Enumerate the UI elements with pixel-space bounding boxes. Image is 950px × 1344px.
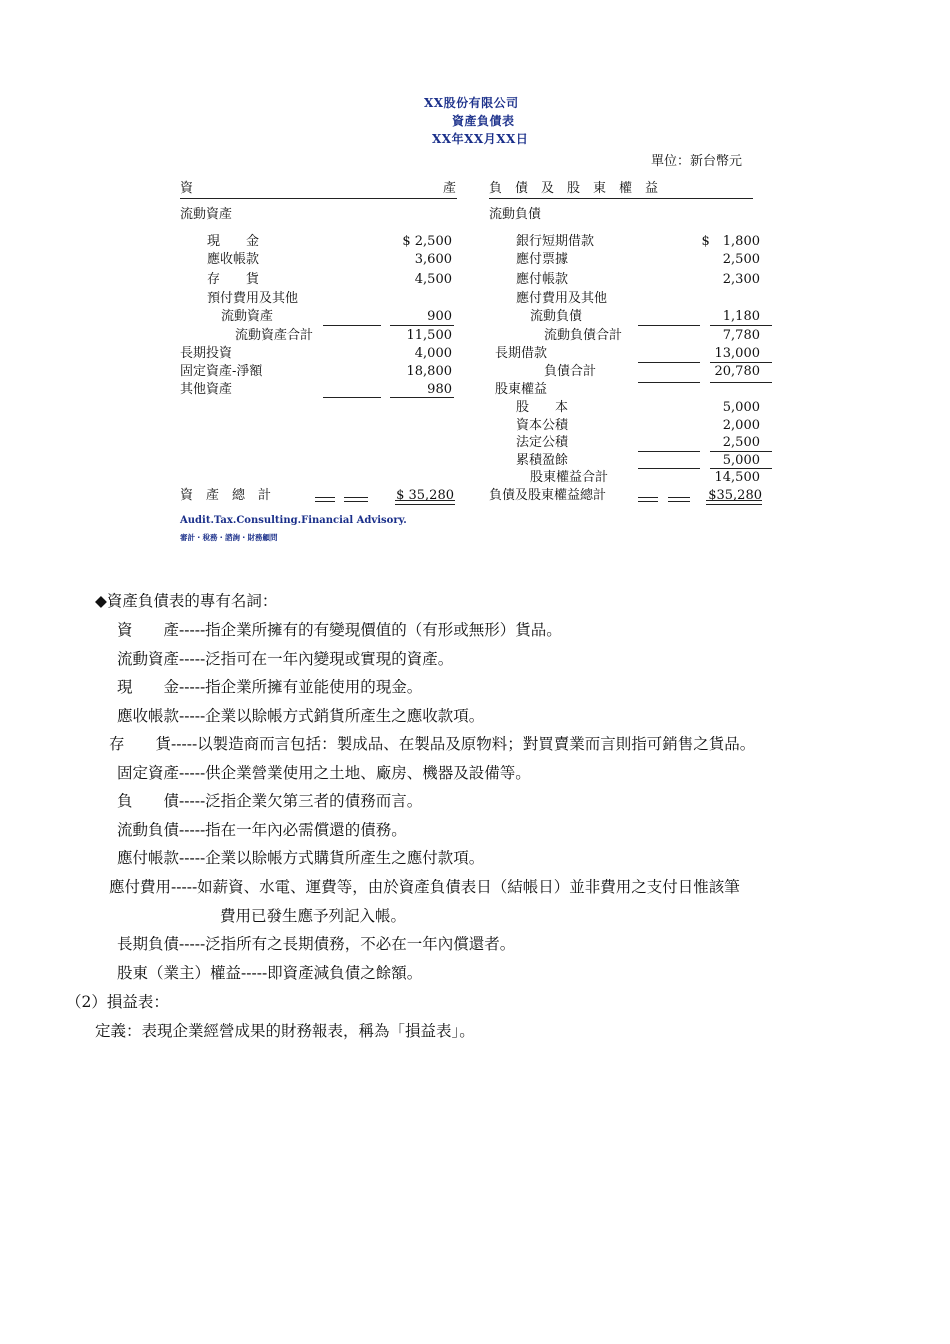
underline xyxy=(710,325,772,326)
asset-value: 4,000 xyxy=(414,346,452,361)
liability-label: 應付帳款 xyxy=(516,272,569,287)
asset-value: 18,800 xyxy=(406,364,452,379)
liability-value: 2,500 xyxy=(722,435,760,450)
asset-value: $ 2,500 xyxy=(402,234,452,249)
liability-label: 股東權益合計 xyxy=(530,470,609,485)
total-liabilities-equity-value: $35,280 xyxy=(708,488,762,503)
unit-label: 單位：新台幣元 xyxy=(651,154,743,169)
term-item: 現 金-----指企業所擁有並能使用的現金。 xyxy=(117,678,423,696)
liabilities-header: 負 債 及 股 東 權 益 xyxy=(489,181,659,196)
term-item: 應收帳款-----企業以賒帳方式銷貨所產生之應收款項。 xyxy=(117,707,485,725)
liability-value: 2,500 xyxy=(722,252,760,267)
double-underline xyxy=(315,497,335,502)
liability-value: 2,300 xyxy=(722,272,760,287)
section-heading: （2）損益表： xyxy=(66,993,169,1011)
term-item: 長期負債-----泛指所有之長期債務，不必在一年內償還者。 xyxy=(117,935,516,953)
underline xyxy=(323,325,381,326)
statement-title: 資產負債表 xyxy=(452,114,515,128)
underline xyxy=(390,325,454,326)
liability-value: 2,000 xyxy=(722,418,760,433)
liability-label: 銀行短期借款 xyxy=(516,234,595,249)
term-item: 流動負債-----指在一年內必需償還的債務。 xyxy=(117,821,407,839)
liability-label: 應付票據 xyxy=(516,252,569,267)
asset-label: 預付費用及其他 xyxy=(207,291,299,306)
asset-label: 長期投資 xyxy=(180,346,233,361)
term-item: 應付帳款-----企業以賒帳方式購貨所產生之應付款項。 xyxy=(117,849,485,867)
double-underline xyxy=(344,497,368,502)
term-item: 應付費用-----如薪資、水電、運費等，由於資產負債表日（結帳日）並非費用之支付日惟該筆 xyxy=(109,878,740,896)
asset-label: 流動資產合計 xyxy=(235,328,314,343)
liability-label: 累積盈餘 xyxy=(516,453,569,468)
total-assets-value: $ 35,280 xyxy=(396,488,454,503)
underline xyxy=(323,397,381,398)
liability-label: 法定公積 xyxy=(516,435,569,450)
underline xyxy=(390,397,454,398)
total-liabilities-equity-label: 負債及股東權益總計 xyxy=(489,488,607,503)
statement-date: XX年XX月XX日 xyxy=(432,132,529,146)
liability-label: 股 本 xyxy=(516,400,569,415)
asset-label: 流動資產 xyxy=(221,309,274,324)
double-underline xyxy=(395,500,455,505)
term-item: 負 債-----泛指企業欠第三者的債務而言。 xyxy=(117,792,423,810)
liability-label: 負債合計 xyxy=(544,364,597,379)
term-item: 股東（業主）權益-----即資產減負債之餘額。 xyxy=(117,964,423,982)
terms-heading: ◆資產負債表的專有名詞： xyxy=(95,592,278,610)
liability-value: 5,000 xyxy=(722,453,760,468)
underline xyxy=(638,325,700,326)
current-liabilities-heading: 流動負債 xyxy=(489,207,542,222)
term-item: 存 貨-----以製造商而言包括：製成品、在製品及原物料；對買賣業而言則指可銷售之貨品。 xyxy=(109,735,756,753)
asset-value: 980 xyxy=(427,382,452,397)
asset-label: 存 貨 xyxy=(207,272,260,287)
liability-label: 股東權益 xyxy=(495,382,548,397)
assets-header-right: 產 xyxy=(443,181,457,196)
liability-value: 14,500 xyxy=(714,470,760,485)
company-name: XX股份有限公司 xyxy=(424,96,519,110)
asset-label: 其他資產 xyxy=(180,382,233,397)
brand-tagline: Audit.Tax.Consulting.Financial Advisory. xyxy=(180,515,407,526)
term-item: 流動資產-----泛指可在一年內變現或實現的資產。 xyxy=(117,650,454,668)
asset-value: 3,600 xyxy=(414,252,452,267)
liability-label: 資本公積 xyxy=(516,418,569,433)
term-item: 固定資產-----供企業營業使用之土地、廠房、機器及設備等。 xyxy=(117,764,531,782)
asset-value: 900 xyxy=(427,309,452,324)
liability-label: 流動負債 xyxy=(530,309,583,324)
term-item-continuation: 費用已發生應予列記入帳。 xyxy=(220,907,407,925)
asset-value: 4,500 xyxy=(414,272,452,287)
liabilities-header-rule xyxy=(489,198,753,199)
liability-value: 20,780 xyxy=(714,364,760,379)
assets-header-left: 資 xyxy=(180,181,194,196)
liability-value: $ 1,800 xyxy=(701,234,760,249)
liability-label: 長期借款 xyxy=(495,346,548,361)
assets-header-rule xyxy=(180,198,457,199)
brand-tagline-zh: 審計・稅務・諮詢・財務顧問 xyxy=(180,533,278,542)
liability-value: 5,000 xyxy=(722,400,760,415)
double-underline xyxy=(706,500,762,505)
asset-label: 應收帳款 xyxy=(207,252,260,267)
asset-label: 現 金 xyxy=(207,234,260,249)
term-item: 資 產-----指企業所擁有的有變現價值的（有形或無形）貨品。 xyxy=(117,621,562,639)
underline xyxy=(638,382,700,383)
liability-value: 7,780 xyxy=(722,328,760,343)
underline xyxy=(710,382,772,383)
liability-label: 應付費用及其他 xyxy=(516,291,608,306)
asset-label: 固定資產-淨額 xyxy=(180,364,263,379)
liability-label: 流動負債合計 xyxy=(544,328,623,343)
liability-value: 1,180 xyxy=(722,309,760,324)
total-assets-label: 資 產 總 計 xyxy=(180,488,272,503)
liability-value: 13,000 xyxy=(714,346,760,361)
double-underline xyxy=(638,497,658,502)
definition-text: 定義：表現企業經營成果的財務報表，稱為「損益表」。 xyxy=(95,1022,475,1040)
asset-value: 11,500 xyxy=(406,328,452,343)
current-assets-heading: 流動資產 xyxy=(180,207,233,222)
